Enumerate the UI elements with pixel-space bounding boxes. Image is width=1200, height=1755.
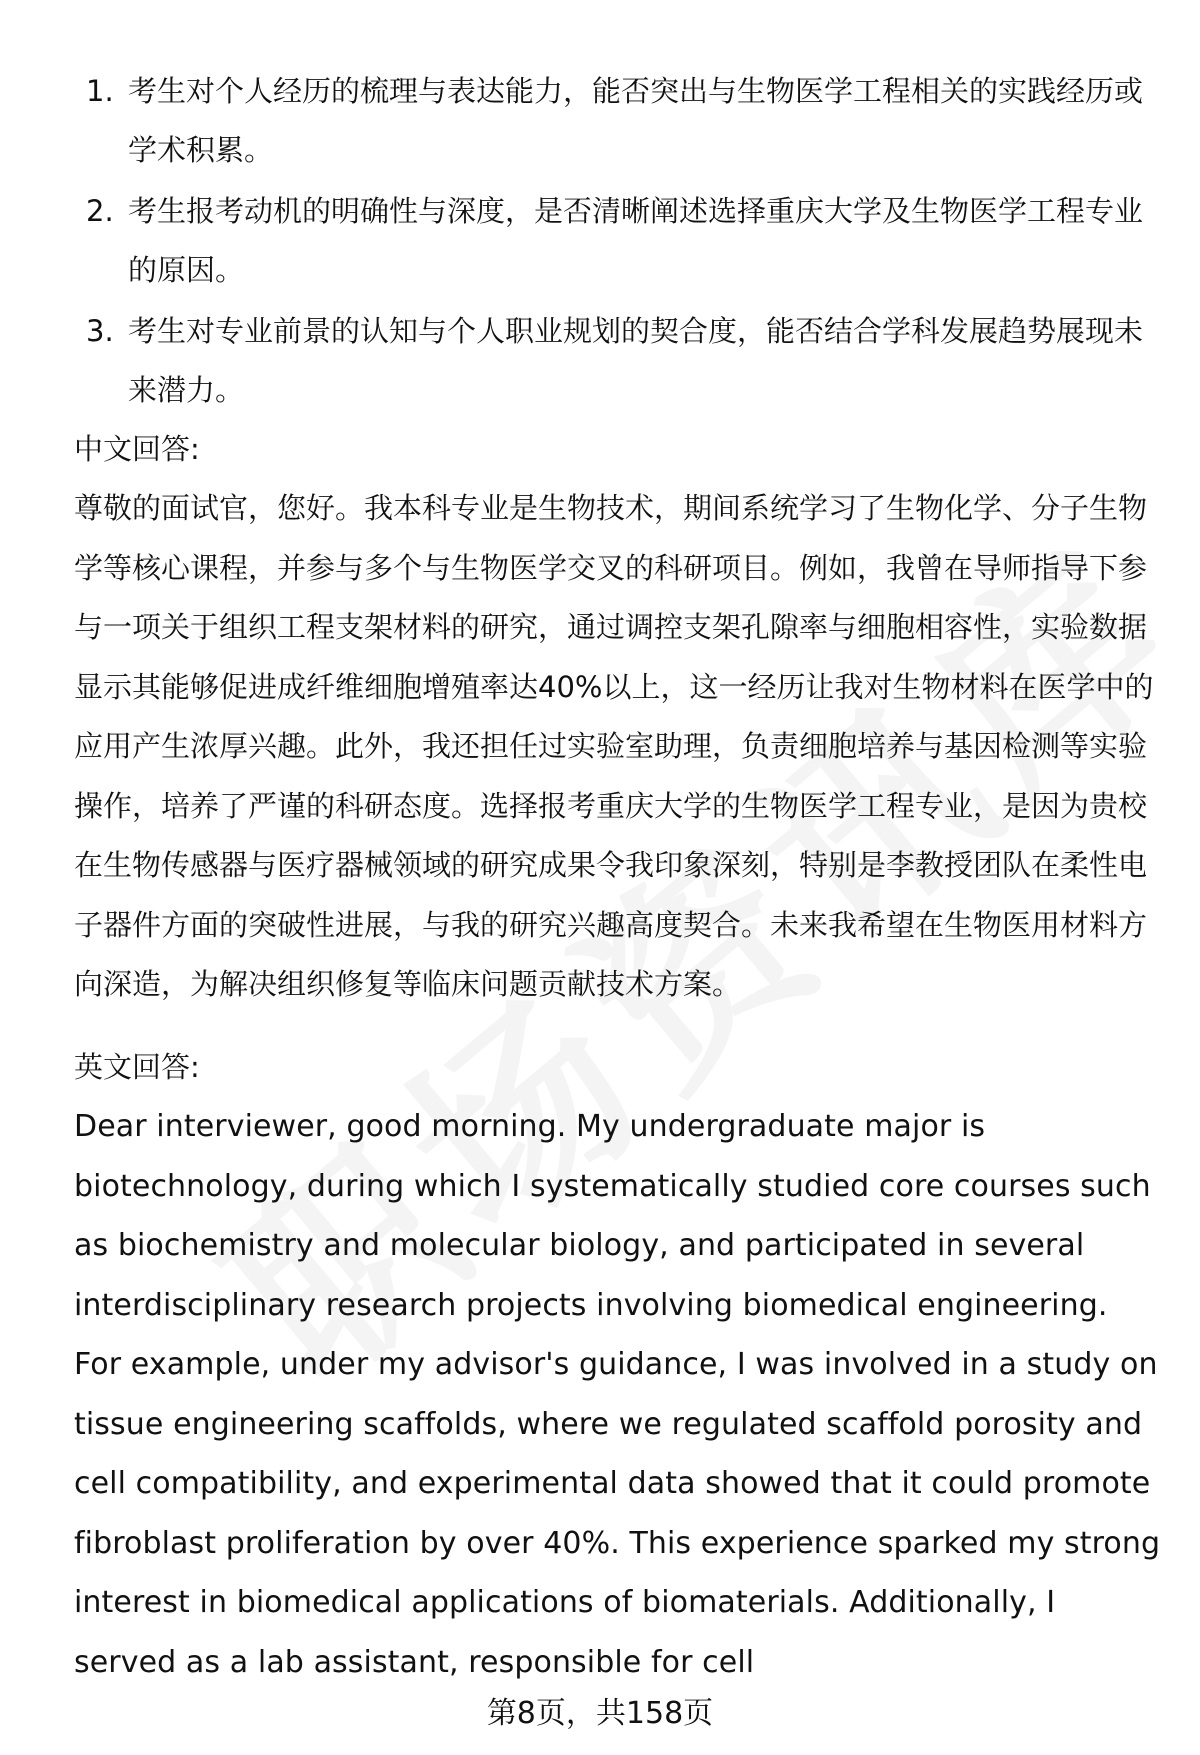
chinese-answer-body: 尊敬的面试官，您好。我本科专业是生物技术，期间系统学习了生物化学、分子生物学等核心课程，并参与多个与生物医学交叉的科研项目。例如，我曾在导师指导下参与一项关于组织工程支架材料的研究，通过调控支架孔隙率与细胞相容性，实验数据显示其能够促进成纤维细胞增殖率达40%以上，这一经历让我对生物材料在医学中的应用产生浓厚兴趣。此外，我还担任过实验室助理，负责细胞培养与基因检测等实验操作，培养了严谨的科研态度。选择报考重庆大学的生物医学工程专业，是因为贵校在生物传感器与医疗器械领域的研究成果令我印象深刻，特别是李教授团队在柔性电子器件方面的突破性进展，与我的研究兴趣高度契合。未来我希望在生物医用材料方向深造，为解决组织修复等临床问题贡献技术方案。	[74, 491, 1154, 1001]
criteria-text: 考生对专业前景的认知与个人职业规划的契合度，能否结合学科发展趋势展现未来潜力。	[128, 314, 1144, 407]
english-answer-section	[74, 1038, 1164, 1692]
criteria-text: 考生对个人经历的梳理与表达能力，能否突出与生物医学工程相关的实践经历或学术积累。	[128, 74, 1144, 167]
criteria-number: 2.	[86, 194, 114, 228]
criteria-item	[74, 182, 1154, 300]
chinese-answer-section	[74, 420, 1164, 1015]
evaluation-criteria-list	[74, 62, 1154, 422]
criteria-item	[74, 62, 1154, 180]
page-number: 第8页，共158页	[486, 1696, 714, 1731]
criteria-number: 3.	[86, 314, 114, 348]
chinese-answer-heading: 中文回答:	[74, 432, 200, 466]
criteria-text: 考生报考动机的明确性与深度，是否清晰阐述选择重庆大学及生物医学工程专业的原因。	[128, 194, 1144, 287]
english-answer-heading: 英文回答:	[74, 1050, 200, 1084]
criteria-number: 1.	[86, 74, 114, 108]
english-answer-body: Dear interviewer, good morning. My undergraduate major is biotechnology, during which I systematically studied core courses such as biochemistry and molecular biology, and participated in several interdisciplinary research projects involving biomedical engineering. For example, under my advisor's guidance, I was involved in a study on tissue engineering scaffolds, where we regulated scaffold porosity and cell compatibility, and experimental data showed that it could promote fibroblast proliferation by over 40%. This experience sparked my strong interest in biomedical applications of biomaterials. Additionally, I served as a lab assistant, responsible for cell	[74, 1109, 1161, 1680]
criteria-item	[74, 302, 1154, 420]
